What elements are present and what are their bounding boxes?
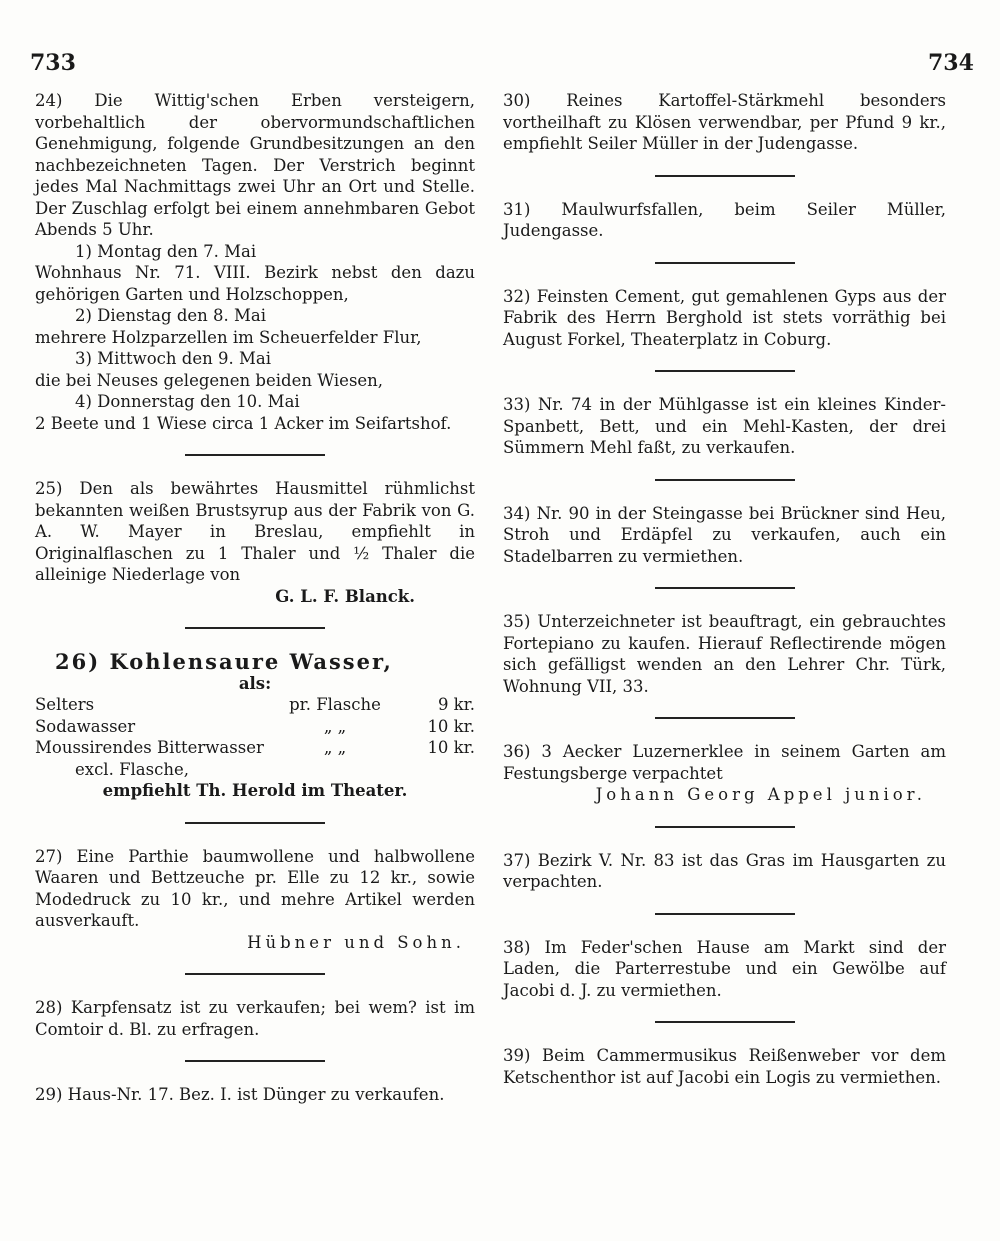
- notice-28: [35, 997, 475, 1040]
- separator-rule: [185, 822, 325, 824]
- separator-rule: [655, 913, 795, 915]
- notice-38: [503, 937, 946, 1002]
- notice-35-text: 35) Unterzeichneter ist beauftragt, ein gebrauchtes Fortepiano zu kaufen. Hierauf Reflectirende mögen sich gefälligst wenden an den Lehrer Chr. Türk, Wohnung VII, 33.: [503, 612, 946, 696]
- notice-24-item-2: mehrere Holzparzellen im Scheuerfelder Flur,: [35, 327, 422, 347]
- notice-27: [35, 846, 475, 954]
- price-row-name: Selters: [35, 695, 95, 714]
- notice-24-item-3: die bei Neuses gelegenen beiden Wiesen,: [35, 370, 384, 390]
- notice-31-text: 31) Maulwurfsfallen, beim Seiler Müller, Judengasse.: [503, 199, 946, 240]
- separator-rule: [655, 370, 795, 372]
- notice-24-text: 24) Die Wittig'schen Erben versteigern, vorbehaltlich der obervormundschaftlichen Genehmigung, folgende Grundbesitzungen an den nachbezeichneten Tagen. Der Verstrich beginnt jedes Mal Nachmittags zwei Uhr an Ort und Stelle. Der Zuschlag erfolgt bei einem annehmbaren Gebot Abends 5 Uhr.: [35, 91, 475, 239]
- notice-32: [503, 286, 946, 351]
- notice-26-heading: 26) Kohlensaure Wasser,: [55, 649, 393, 674]
- notice-25-signature: G. L. F. Blanck.: [275, 586, 415, 606]
- price-row-price: 10 kr.: [427, 716, 475, 736]
- notice-35: [503, 611, 946, 697]
- price-row-name: Sodawasser: [35, 716, 136, 736]
- notice-26-signature: empfiehlt Th. Herold im Theater.: [102, 781, 408, 800]
- notice-28-text: 28) Karpfensatz ist zu verkaufen; bei wem? ist im Comtoir d. Bl. zu erfragen.: [35, 998, 475, 1039]
- notice-36: [503, 741, 946, 806]
- separator-rule: [185, 454, 325, 456]
- notice-24: [35, 90, 475, 434]
- notice-24-date-3: 3) Mittwoch den 9. Mai: [75, 349, 271, 368]
- notice-25-text: 25) Den als bewährtes Hausmittel rühmlichst bekannten weißen Brustsyrup aus der Fabrik von G. A. W. Mayer in Breslau, empfiehlt in Originalflaschen zu 1 Thaler und ½ Thaler die alleinige Niederlage von: [35, 479, 475, 584]
- notice-39: [503, 1045, 946, 1088]
- notice-24-date-1: 1) Montag den 7. Mai: [75, 241, 257, 261]
- separator-rule: [655, 717, 795, 719]
- separator-rule: [655, 175, 795, 177]
- notice-24-item-1: Wohnhaus Nr. 71. VIII. Bezirk nebst den dazu gehörigen Garten und Holzschoppen,: [35, 263, 475, 304]
- notice-34: [503, 503, 946, 568]
- notice-39-text: 39) Beim Cammermusikus Reißenweber vor dem Ketschenthor ist auf Jacobi ein Logis zu vermiethen.: [503, 1046, 946, 1087]
- price-row: [35, 694, 475, 716]
- right-column: [503, 90, 946, 1088]
- price-row: [35, 716, 475, 738]
- separator-rule: [655, 826, 795, 828]
- price-row-unit: pr. Flasche: [289, 695, 381, 714]
- separator-rule: [655, 1021, 795, 1023]
- notice-30-text: 30) Reines Kartoffel-Stärkmehl besonders vortheilhaft zu Klösen verwendbar, per Pfund 9 kr., empfiehlt Seiler Müller in der Judengasse.: [503, 91, 946, 153]
- notice-36-signature: Johann Georg Appel junior.: [595, 785, 926, 804]
- notice-29: [35, 1084, 475, 1106]
- price-row-price: 10 kr.: [427, 738, 475, 757]
- notice-30: [503, 90, 946, 155]
- notice-25: [35, 478, 475, 607]
- separator-rule: [185, 627, 325, 629]
- separator-rule: [655, 262, 795, 264]
- notice-24-date-2: 2) Dienstag den 8. Mai: [75, 306, 267, 325]
- notice-26: [35, 651, 475, 802]
- notice-29-text: 29) Haus-Nr. 17. Bez. I. ist Dünger zu verkaufen.: [35, 1085, 445, 1104]
- notice-26-excl: excl. Flasche,: [75, 759, 189, 779]
- notice-27-text: 27) Eine Parthie baumwollene und halbwollene Waaren und Bettzeuche pr. Elle zu 12 kr., sowie Modedruck zu 10 kr., und mehre Artikel werden ausverkauft.: [35, 846, 475, 930]
- separator-rule: [185, 973, 325, 975]
- notice-37: [503, 850, 946, 893]
- notice-34-text: 34) Nr. 90 in der Steingasse bei Brückner sind Heu, Stroh und Erdäpfel zu verkaufen, auch ein Stadelbarren zu vermiethen.: [503, 503, 946, 566]
- notice-31: [503, 199, 946, 242]
- notice-33: [503, 394, 946, 459]
- price-row-name: Moussirendes Bitterwasser: [35, 738, 264, 757]
- separator-rule: [655, 479, 795, 481]
- price-row: [35, 737, 475, 759]
- page-number-right: 734: [928, 50, 974, 76]
- separator-rule: [655, 587, 795, 589]
- notice-24-item-4: 2 Beete und 1 Wiese circa 1 Acker im Seifartshof.: [35, 413, 452, 433]
- price-row-unit: „ „: [323, 738, 347, 757]
- price-row-price: 9 kr.: [437, 695, 475, 714]
- price-row-unit: „ „: [323, 716, 347, 736]
- notice-24-date-4: 4) Donnerstag den 10. Mai: [75, 392, 300, 411]
- left-column: [35, 90, 475, 1106]
- notice-26-als: als:: [238, 673, 272, 693]
- notice-36-text: 36) 3 Aecker Luzernerklee in seinem Garten am Festungsberge verpachtet: [503, 742, 946, 783]
- notice-32-text: 32) Feinsten Cement, gut gemahlenen Gyps aus der Fabrik des Herrn Berghold ist stets vorräthig bei August Forkel, Theaterplatz in Coburg.: [503, 286, 946, 349]
- notice-37-text: 37) Bezirk V. Nr. 83 ist das Gras im Hausgarten zu verpachten.: [503, 850, 946, 891]
- page-number-left: 733: [30, 50, 76, 76]
- separator-rule: [185, 1060, 325, 1062]
- notice-27-signature: Hübner und Sohn.: [247, 932, 465, 952]
- notice-33-text: 33) Nr. 74 in der Mühlgasse ist ein kleines Kinder-Spanbett, Bett, und ein Mehl-Kasten, der drei Sümmern Mehl faßt, zu verkaufen.: [503, 395, 946, 457]
- notice-38-text: 38) Im Feder'schen Hause am Markt sind der Laden, die Parterrestube und ein Gewölbe auf Jacobi d. J. zu vermiethen.: [503, 937, 946, 1000]
